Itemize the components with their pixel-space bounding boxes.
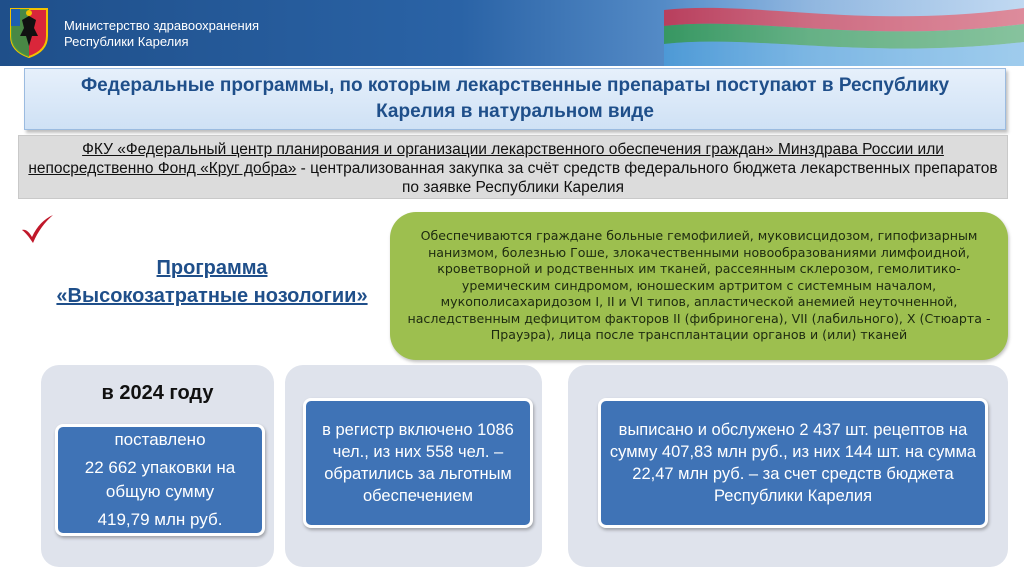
supply-line3: 419,79 млн руб. [97, 510, 223, 529]
prescription-stat-box [598, 398, 988, 528]
nosology-list-text: Обеспечиваются граждане больные гемофилией, муковисцидозом, гипофизарным нанизмом, болезнью Гоше, злокачественными новообразованиями лимфоидной, кроветворной и родственных им тканей, рассеянным склерозом, гемолитико-уремическим синдромом, юношеским артритом с системным началом, мукополисахаридозом I, II и VI типов, апластической анемией неуточненной, наследственным дефицитом факторов II (фибриногена), VII (лабильного), X (Стюарта - Прауэра), лица после трансплантации органов и (или) тканей [407, 228, 991, 343]
year-label: в 2024 году [101, 382, 214, 404]
prescription-stat-text: выписано и обслужено 2 437 шт. рецептов на сумму 407,83 млн руб., из них 144 шт. на сумма 22,47 млн руб. – за счет средств бюджета Республики Карелия [609, 421, 977, 505]
fku-rest-text: - централизованная закупка за счёт средств федерального бюджета лекарственных препаратов по заявке Республики Карелия [296, 160, 998, 196]
ministry-name [64, 18, 259, 50]
checkmark-icon [20, 214, 54, 244]
registry-stat-text: в регистр включено 1086 чел., из них 558 чел. – обратились за льготным обеспечением [322, 421, 514, 505]
nosology-list-box [390, 212, 1008, 360]
registry-stat-box [303, 398, 533, 528]
coat-of-arms-icon [8, 6, 50, 58]
fku-description [18, 135, 1008, 199]
page-title: Федеральные программы, по которым лекарственные препараты поступают в Республику Карелия в натуральном виде [80, 75, 950, 122]
header-band [0, 0, 1024, 66]
karelia-flag-icon [664, 0, 1024, 66]
supply-line1: поставлено [114, 430, 206, 449]
program-title-line1: Программа [156, 257, 268, 279]
fku-underlined-text: ФКУ «Федеральный центр планирования и организации лекарственного обеспечения граждан» Минздрава России или непосредственно Фонд «Круг добра» [28, 141, 944, 177]
title-box [24, 68, 1006, 130]
supply-line2: 22 662 упаковки на общую сумму [84, 458, 236, 501]
program-title-line2: «Высокозатратные нозологии» [56, 285, 368, 307]
ministry-line2: Республики Карелия [64, 34, 189, 49]
ministry-line1: Министерство здравоохранения [64, 18, 259, 33]
supply-stat-box [55, 424, 265, 536]
program-title [22, 254, 402, 310]
